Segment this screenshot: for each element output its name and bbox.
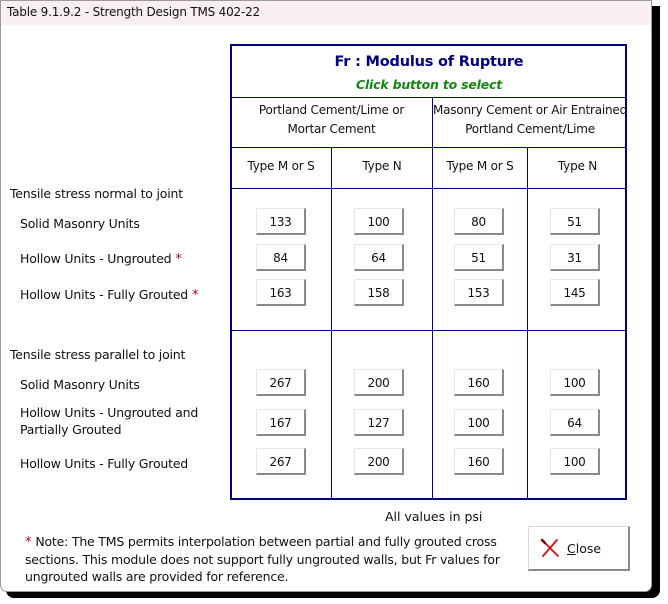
- row-label-solid-parallel: Solid Masonry Units: [20, 377, 140, 392]
- value-button[interactable]: 80: [454, 208, 504, 235]
- divider: [231, 147, 627, 148]
- value-button[interactable]: 64: [550, 409, 600, 436]
- section-heading-normal: Tensile stress normal to joint: [10, 186, 183, 201]
- divider: [231, 188, 627, 189]
- value-button[interactable]: 145: [550, 279, 600, 306]
- value-button[interactable]: 100: [354, 208, 404, 235]
- group-header-portland: Portland Cement/Lime or Mortar Cement: [258, 103, 405, 136]
- value-button[interactable]: 160: [454, 448, 504, 475]
- value-button[interactable]: 167: [256, 409, 306, 436]
- value-button[interactable]: 100: [550, 369, 600, 396]
- row-label-hollow-ungrouted-parallel: Hollow Units - Ungrouted and: [20, 405, 199, 420]
- footnote-text: Note: The TMS permits interpolation between partial and fully grouted cross sections. This module does not support fully ungrouted walls, but Fr values for ungrouted walls are provided for reference.: [25, 534, 500, 584]
- value-button[interactable]: 51: [454, 244, 504, 271]
- units-label: All values in psi: [385, 509, 483, 524]
- close-button-label: Close: [567, 541, 602, 556]
- value-button[interactable]: 163: [256, 279, 306, 306]
- column-header-1: Type M or S: [247, 159, 315, 173]
- asterisk-icon: *: [25, 535, 32, 550]
- value-button[interactable]: 200: [354, 448, 404, 475]
- value-button[interactable]: 160: [454, 369, 504, 396]
- group-header-masonry: Masonry Cement or Air Entrained Portland Cement/Lime: [433, 103, 628, 136]
- value-button[interactable]: 31: [550, 244, 600, 271]
- value-button[interactable]: 51: [550, 208, 600, 235]
- value-button[interactable]: 158: [354, 279, 404, 306]
- table-subtitle: Click button to select: [355, 77, 503, 92]
- close-button[interactable]: [528, 526, 630, 571]
- value-button[interactable]: 267: [256, 448, 306, 475]
- row-label-solid-normal: Solid Masonry Units: [20, 216, 140, 231]
- divider: [231, 97, 627, 98]
- row-label-hollow-ungrouted-normal: Hollow Units - Ungrouted *: [20, 251, 182, 267]
- divider: [331, 147, 332, 500]
- row-label-hollow-grouted-normal: Hollow Units - Fully Grouted *: [20, 287, 199, 303]
- asterisk-icon: *: [175, 252, 182, 267]
- asterisk-icon: *: [192, 288, 199, 303]
- value-button[interactable]: 127: [354, 409, 404, 436]
- value-button[interactable]: 100: [550, 448, 600, 475]
- value-button[interactable]: 84: [256, 244, 306, 271]
- close-x-icon: [540, 538, 560, 558]
- window-title: Table 9.1.9.2 - Strength Design TMS 402-22: [7, 5, 260, 19]
- divider: [527, 147, 528, 500]
- value-button[interactable]: 200: [354, 369, 404, 396]
- divider: [231, 330, 627, 331]
- value-button[interactable]: 267: [256, 369, 306, 396]
- column-header-4: Type N: [557, 159, 598, 173]
- table-title: Fr : Modulus of Rupture: [334, 54, 524, 70]
- footnote: [25, 533, 505, 585]
- row-label-hollow-ungrouted-parallel-line2: Partially Grouted: [20, 422, 122, 437]
- value-button[interactable]: 100: [454, 409, 504, 436]
- value-button[interactable]: 133: [256, 208, 306, 235]
- divider: [432, 97, 433, 500]
- value-button[interactable]: 153: [454, 279, 504, 306]
- title-bar[interactable]: [1, 1, 651, 25]
- column-header-3: Type M or S: [446, 159, 514, 173]
- column-header-2: Type N: [362, 159, 402, 173]
- section-heading-parallel: Tensile stress parallel to joint: [10, 347, 186, 362]
- row-label-hollow-grouted-parallel: Hollow Units - Fully Grouted: [20, 456, 189, 471]
- value-button[interactable]: 64: [354, 244, 404, 271]
